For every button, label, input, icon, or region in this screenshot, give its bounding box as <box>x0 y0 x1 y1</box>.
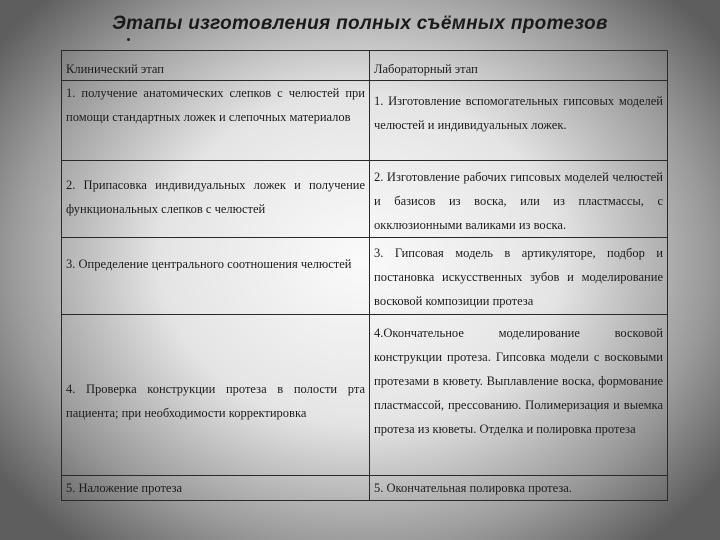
clinical-text: 4. Проверка конструкции протеза в полости рта пациента; при необходимости корректировка <box>66 382 365 420</box>
table-row <box>62 315 668 476</box>
laboratory-cell <box>370 161 668 238</box>
slide-title: Этапы изготовления полных съёмных протезов <box>112 13 608 34</box>
header-clinical: Клинический этап <box>62 51 370 81</box>
laboratory-text: 5. Окончательная полировка протеза. <box>374 481 572 495</box>
table-header-row <box>62 51 668 81</box>
clinical-text: 1. получение анатомических слепков с челюстей при помощи стандартных ложек и слепочных материалов <box>66 86 365 124</box>
table-row <box>62 476 668 501</box>
table-row <box>62 238 668 315</box>
laboratory-cell <box>370 476 668 501</box>
laboratory-text: 4.Окончательное моделирование восковой конструкции протеза. Гипсовка модели с восковыми протезами в кювету. Выплавление воска, формование пластмассой, прессованию. Полимеризация и выемка протеза из кюветы. Отделка и полировка протеза <box>374 326 663 436</box>
clinical-cell <box>62 81 370 161</box>
clinical-text: 2. Припасовка индивидуальных ложек и получение функциональных слепков с челюстей <box>66 178 365 216</box>
laboratory-text: 1. Изготовление вспомогательных гипсовых моделей челюстей и индивидуальных ложек. <box>374 94 663 132</box>
laboratory-cell <box>370 238 668 315</box>
laboratory-cell <box>370 315 668 476</box>
stages-table <box>61 50 668 501</box>
bullet-dot <box>127 38 130 41</box>
laboratory-text: 3. Гипсовая модель в артикуляторе, подбор и постановка искусственных зубов и моделирование восковой композиции протеза <box>374 246 663 308</box>
clinical-cell <box>62 161 370 238</box>
clinical-cell <box>62 315 370 476</box>
clinical-text: 5. Наложение протеза <box>66 481 183 495</box>
table-row <box>62 161 668 238</box>
laboratory-text: 2. Изготовление рабочих гипсовых моделей челюстей и базисов из воска, или из пластмассы, с окклюзионными валиками из воска. <box>374 170 663 232</box>
clinical-text: 3. Определение центрального соотношения челюстей <box>66 257 352 271</box>
laboratory-cell <box>370 81 668 161</box>
clinical-cell <box>62 476 370 501</box>
header-laboratory: Лабораторный этап <box>370 51 668 81</box>
clinical-cell <box>62 238 370 315</box>
table-row <box>62 81 668 161</box>
